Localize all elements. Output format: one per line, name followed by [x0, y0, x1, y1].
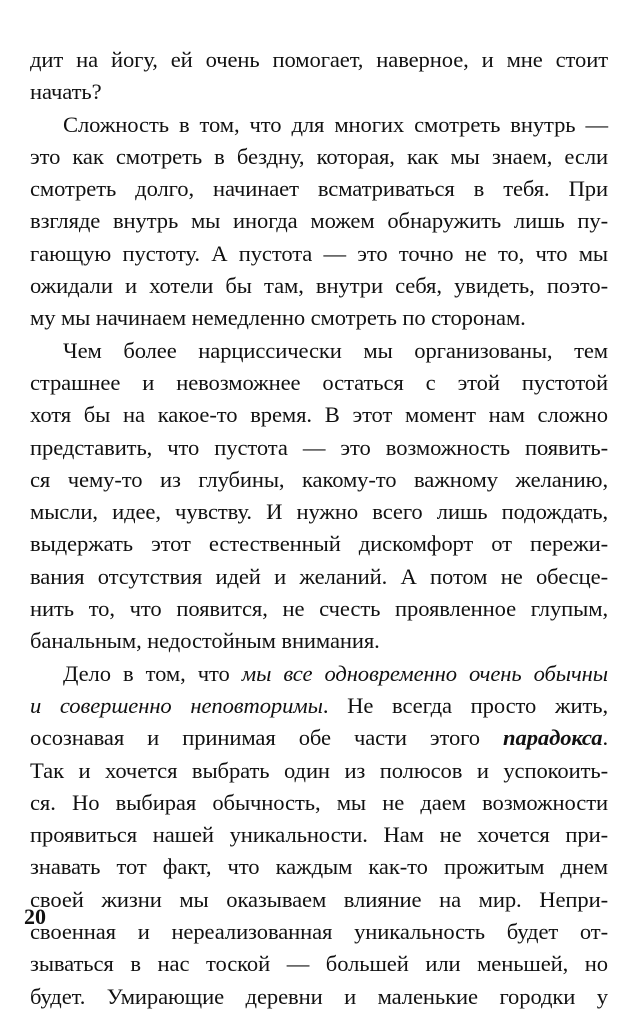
- text-run: . Не всегда просто жить,: [322, 692, 609, 718]
- text-run: вания отсутствия идей и желаний. А потом не обесце-: [30, 563, 608, 589]
- text-run: взгляде внутрь мы иногда можем обнаружить лишь пу-: [30, 208, 608, 234]
- text-line: [30, 335, 608, 367]
- text-line: [30, 44, 608, 76]
- text-run: страшнее и невозможнее остаться с этой пустотой: [30, 369, 608, 395]
- text-run: мысли, идее, чувству. И нужно всего лишь подождать,: [30, 499, 608, 525]
- italic-phrase: и совершенно неповторимы: [30, 692, 323, 718]
- text-line: [30, 399, 608, 431]
- text-line: [30, 432, 608, 464]
- text-run: это как смотреть в бездну, которая, как мы знаем, если: [30, 143, 608, 169]
- text-run: выдержать этот естественный дискомфорт от пережи-: [30, 531, 608, 557]
- text-run: осознавая и принимая обе части этого: [30, 725, 504, 751]
- text-run: банальным, недостойным внимания.: [30, 628, 380, 654]
- text-run: смотреть долго, начинает всматриваться в тебя. При: [30, 176, 608, 202]
- text-run: Дело в том, что: [63, 660, 242, 686]
- text-line: [30, 625, 608, 657]
- text-line: [30, 238, 608, 270]
- text-run: му мы начинаем немедленно смотреть по сторонам.: [30, 305, 526, 331]
- text-run: будет. Умирающие деревни и маленькие городки у: [30, 983, 608, 1009]
- text-line: [30, 851, 608, 883]
- text-line: [30, 528, 608, 560]
- text-run: представить, что пустота — это возможность появить-: [30, 434, 608, 460]
- emphasized-word: парадокса: [503, 725, 603, 751]
- text-line: [30, 302, 608, 334]
- text-line: [30, 561, 608, 593]
- text-line: [30, 755, 608, 787]
- text-run: своенная и нереализованная уникальность будет от-: [30, 919, 608, 945]
- text-line: [30, 916, 608, 948]
- text-run: зываться в нас тоской — большей или меньшей, но: [30, 951, 608, 977]
- text-line: [30, 270, 608, 302]
- text-run: ся. Но выбирая обычность, мы не даем возможности: [30, 789, 608, 815]
- text-line: [30, 109, 608, 141]
- text-line: [30, 76, 608, 108]
- text-line: [30, 141, 608, 173]
- text-line: [30, 658, 608, 690]
- italic-phrase: мы все одновременно очень обычны: [241, 660, 608, 686]
- text-run: Чем более нарциссически мы организованы, тем: [63, 337, 608, 363]
- text-line: [30, 722, 608, 754]
- book-page-text: [30, 44, 608, 1013]
- text-line: [30, 819, 608, 851]
- text-line: [30, 593, 608, 625]
- page-number: 20: [24, 904, 46, 929]
- text-run: хотя бы на какое-то время. В этот момент нам сложно: [30, 402, 608, 428]
- text-run: Так и хочется выбрать один из полюсов и успокоить-: [30, 757, 608, 783]
- text-run: проявиться нашей уникальности. Нам не хочется при-: [30, 822, 608, 848]
- text-line: [30, 690, 608, 722]
- text-run: своей жизни мы оказываем влияние на мир. Непри-: [30, 886, 608, 912]
- text-line: [30, 205, 608, 237]
- text-run: ожидали и хотели бы там, внутри себя, увидеть, поэто-: [30, 273, 608, 299]
- text-line: [30, 948, 608, 980]
- text-run: знавать тот факт, что каждым как-то прожитым днем: [30, 854, 608, 880]
- text-run: нить то, что появится, не счесть проявленное глупым,: [30, 596, 608, 622]
- text-run: ся чему-то из глубины, какому-то важному желанию,: [30, 466, 608, 492]
- text-run: Сложность в том, что для многих смотреть внутрь —: [63, 111, 608, 137]
- text-run: гающую пустоту. А пустота — это точно не то, что мы: [30, 240, 608, 266]
- text-line: [30, 173, 608, 205]
- text-line: [30, 464, 608, 496]
- text-run: .: [602, 725, 608, 751]
- text-line: [30, 981, 608, 1013]
- text-line: [30, 787, 608, 819]
- text-run: начать?: [30, 79, 102, 105]
- text-line: [30, 367, 608, 399]
- text-line: [30, 884, 608, 916]
- text-run: дит на йогу, ей очень помогает, наверное, и мне стоит: [30, 47, 608, 72]
- text-line: [30, 496, 608, 528]
